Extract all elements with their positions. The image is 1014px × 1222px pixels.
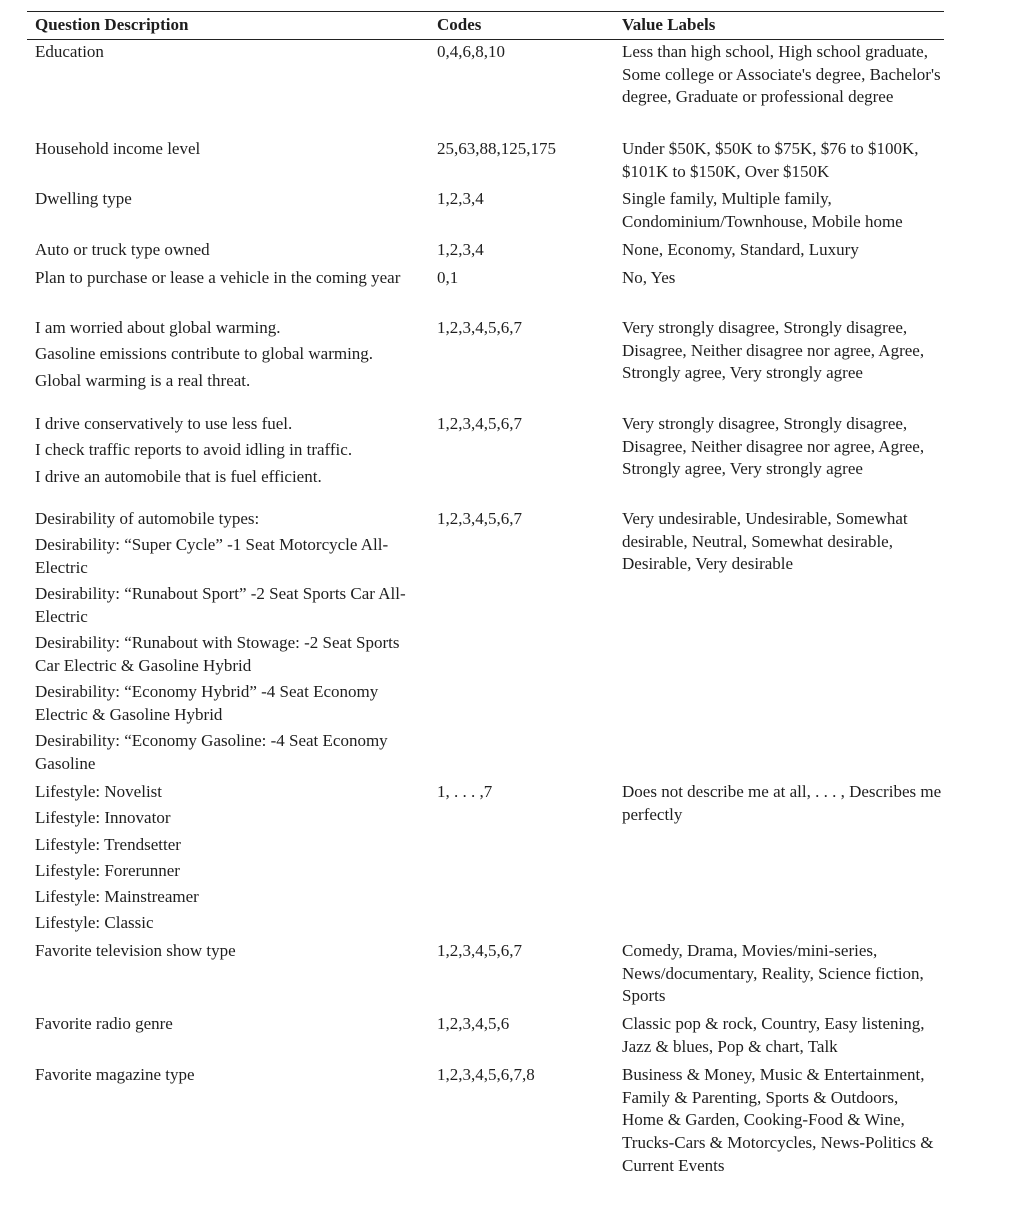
question-description-cell bbox=[35, 267, 419, 293]
codes-cell: 0,1 bbox=[437, 268, 459, 287]
codes-cell: 1, . . . ,7 bbox=[437, 782, 493, 801]
question-line: Dwelling type bbox=[35, 189, 132, 208]
question-line: Gasoline emissions contribute to global warming. bbox=[35, 344, 374, 364]
question-description-cell bbox=[35, 413, 419, 492]
question-line: Lifestyle: Classic bbox=[35, 913, 154, 933]
codes-cell: 1,2,3,4,5,6,7 bbox=[437, 941, 522, 960]
question-description-cell bbox=[35, 138, 419, 164]
value-labels-cell: Very strongly disagree, Strongly disagree, Disagree, Neither disagree nor agree, Agree, Strongly agree, Very strongly agree bbox=[622, 318, 925, 383]
question-line: Auto or truck type owned bbox=[35, 240, 210, 259]
value-labels-cell: None, Economy, Standard, Luxury bbox=[622, 240, 859, 259]
value-labels-cell: Less than high school, High school graduate, Some college or Associate's degree, Bachelor's degree, Graduate or professional degree bbox=[622, 42, 941, 107]
question-line: Lifestyle: Novelist bbox=[35, 782, 163, 801]
question-description-cell bbox=[35, 781, 419, 939]
codes-cell: 1,2,3,4 bbox=[437, 189, 484, 208]
value-labels-cell: Under $50K, $50K to $75K, $76 to $100K, $101K to $150K, Over $150K bbox=[622, 139, 919, 181]
question-line: Lifestyle: Forerunner bbox=[35, 860, 180, 880]
value-labels-cell: Single family, Multiple family, Condominium/Townhouse, Mobile home bbox=[622, 189, 903, 231]
question-line: Household income level bbox=[35, 139, 201, 158]
codes-cell: 1,2,3,4,5,6,7 bbox=[437, 509, 522, 528]
value-labels-cell: Does not describe me at all, . . . , Describes me perfectly bbox=[622, 782, 942, 824]
value-labels-cell: No, Yes bbox=[622, 268, 676, 287]
question-line: Education bbox=[35, 42, 104, 61]
question-line: Desirability of automobile types: bbox=[35, 509, 260, 528]
question-line: Desirability: “Super Cycle” -1 Seat Motorcycle All-Electric bbox=[35, 535, 389, 577]
codes-cell: 0,4,6,8,10 bbox=[437, 42, 505, 61]
codes-cell: 1,2,3,4,5,6 bbox=[437, 1014, 510, 1033]
codes-cell: 1,2,3,4,5,6,7 bbox=[437, 414, 522, 433]
question-line: Desirability: “Runabout with Stowage: -2 Seat Sports Car Electric & Gasoline Hybrid bbox=[35, 633, 400, 675]
table-header bbox=[27, 11, 944, 40]
codes-cell: 1,2,3,4 bbox=[437, 240, 484, 259]
value-labels-cell: Very undesirable, Undesirable, Somewhat desirable, Neutral, Somewhat desirable, Desirable, Very desirable bbox=[622, 509, 908, 574]
question-line: Favorite television show type bbox=[35, 941, 236, 960]
question-line: Lifestyle: Mainstreamer bbox=[35, 887, 199, 907]
question-description-cell bbox=[35, 317, 419, 396]
header-question-description: Question Description bbox=[35, 15, 189, 34]
question-line: Global warming is a real threat. bbox=[35, 370, 251, 390]
question-line: Favorite magazine type bbox=[35, 1065, 195, 1084]
question-description-cell bbox=[35, 940, 419, 966]
question-line: I drive conservatively to use less fuel. bbox=[35, 414, 293, 433]
header-value-labels: Value Labels bbox=[622, 15, 716, 34]
question-description-cell bbox=[35, 508, 419, 779]
header-codes: Codes bbox=[437, 15, 482, 34]
survey-codebook-table bbox=[27, 11, 944, 1175]
value-labels-cell: Very strongly disagree, Strongly disagree, Disagree, Neither disagree nor agree, Agree, Strongly agree, Very strongly agree bbox=[622, 414, 925, 479]
question-line: Desirability: “Economy Gasoline: -4 Seat Economy Gasoline bbox=[35, 731, 388, 773]
question-description-cell bbox=[35, 239, 419, 265]
codes-cell: 1,2,3,4,5,6,7 bbox=[437, 318, 522, 337]
question-line: Favorite radio genre bbox=[35, 1014, 173, 1033]
question-line: Lifestyle: Innovator bbox=[35, 808, 171, 828]
value-labels-cell: Business & Money, Music & Entertainment, Family & Parenting, Sports & Outdoors, Home & Garden, Cooking-Food & Wine, Trucks-Cars & Motorcycles, News-Politics & Current Events bbox=[622, 1065, 934, 1175]
question-line: Lifestyle: Trendsetter bbox=[35, 834, 181, 854]
question-description-cell bbox=[35, 41, 419, 67]
question-description-cell bbox=[35, 1064, 419, 1090]
question-line: Plan to purchase or lease a vehicle in the coming year bbox=[35, 268, 401, 287]
codes-cell: 25,63,88,125,175 bbox=[437, 139, 556, 158]
question-line: Desirability: “Runabout Sport” -2 Seat Sports Car All-Electric bbox=[35, 584, 406, 626]
question-line: Desirability: “Economy Hybrid” -4 Seat Economy Electric & Gasoline Hybrid bbox=[35, 682, 379, 724]
question-line: I check traffic reports to avoid idling in traffic. bbox=[35, 440, 353, 460]
question-line: I drive an automobile that is fuel efficient. bbox=[35, 466, 322, 486]
question-description-cell bbox=[35, 1013, 419, 1039]
question-line: I am worried about global warming. bbox=[35, 318, 281, 337]
value-labels-cell: Comedy, Drama, Movies/mini-series, News/documentary, Reality, Science fiction, Sports bbox=[622, 941, 924, 1006]
value-labels-cell: Classic pop & rock, Country, Easy listening, Jazz & blues, Pop & chart, Talk bbox=[622, 1014, 925, 1056]
question-description-cell bbox=[35, 188, 419, 214]
codes-cell: 1,2,3,4,5,6,7,8 bbox=[437, 1065, 535, 1084]
